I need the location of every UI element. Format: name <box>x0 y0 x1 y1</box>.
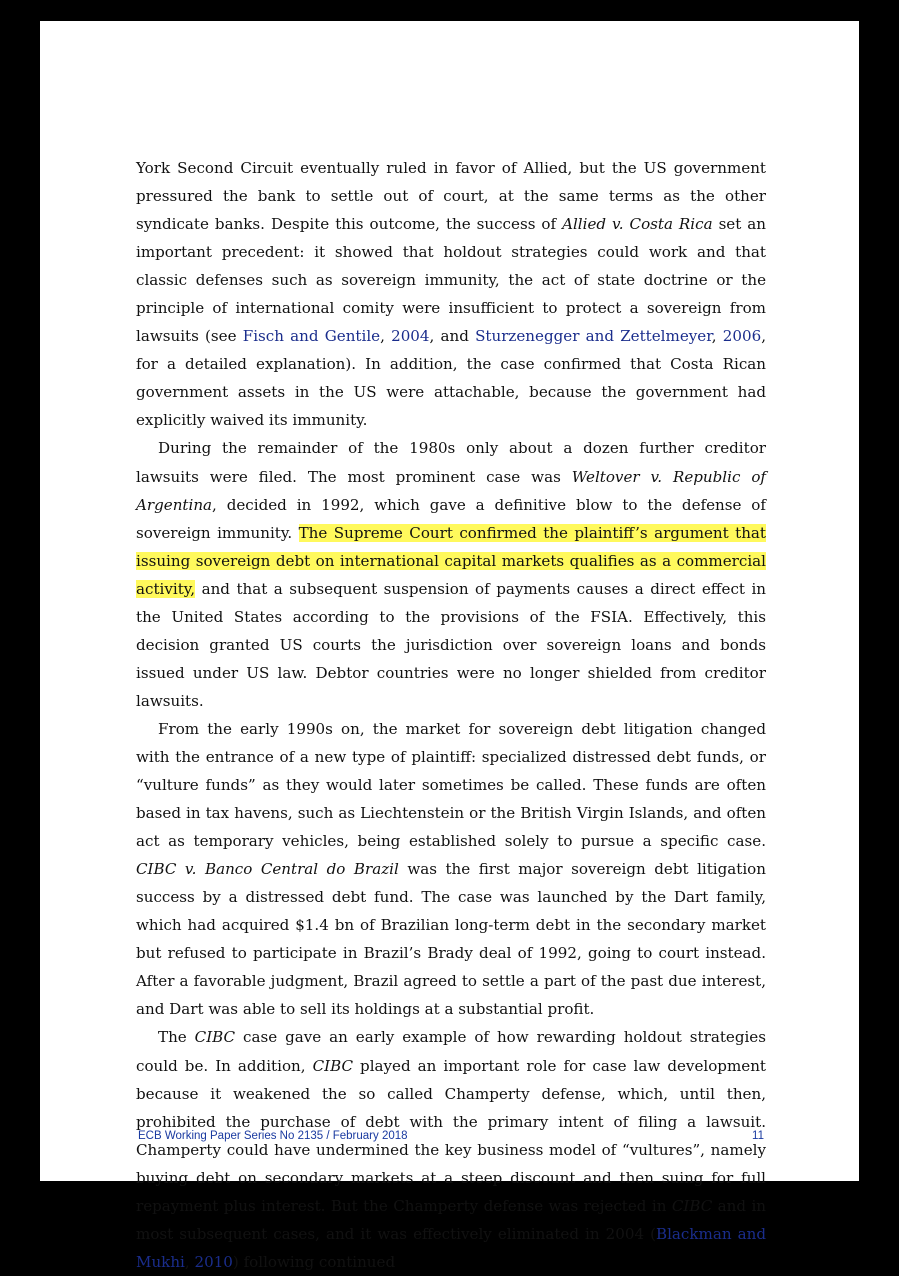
citation-link[interactable]: Sturzenegger and Zettelmeyer <box>475 327 712 346</box>
citation-link[interactable]: 2004 <box>391 327 430 346</box>
text-run: From the early 1990s on, the market for sovereign debt litigation changed with the entrance of a new type of plaintiff: specialized distressed debt funds, or “vulture funds” as they would later sometimes be called. These funds are often based in tax havens, such as Liechtenstein or the British Virgin Islands, and often act as temporary vehicles, being established solely to pursue a specific case. <box>136 719 766 851</box>
case-name: CIBC <box>671 1196 713 1215</box>
text-run: During the remainder of the 1980s only about a dozen further creditor lawsuits were filed. The most prominent case was <box>136 439 766 486</box>
text-run: The <box>158 1028 195 1047</box>
highlighted-text: The Supreme Court confirmed the plaintiff’s argument that issuing sovereign debt on international capital markets qualifies as a commercial activity, <box>136 523 766 598</box>
case-name: CIBC <box>312 1056 354 1075</box>
text-run: , for a detailed explanation). In addition, the case confirmed that Costa Rican government assets in the US were attachable, because the government had explicitly waived its immunity. <box>136 327 766 430</box>
citation-link[interactable]: 2006 <box>722 327 762 346</box>
citation-link[interactable]: Blackman and Mukhi <box>136 1224 767 1271</box>
paragraph-3 <box>136 715 766 1024</box>
text-run: played an important role for case law development because it weakened the so called Champerty defense, which, until then, prohibited the purchase of debt with the primary intent of filing a lawsuit. Champerty could have undermined the key business model of “vultures”, namely buying debt on secondary markets at a steep discount and then suing for full repayment plus interest. But the Champerty defense was rejected in <box>136 1056 766 1215</box>
text-run: set an important precedent: it showed that holdout strategies could work and that classic defenses such as sovereign immunity, the act of state doctrine or the principle of international comity were insufficient to protect a sovereign from lawsuits (see <box>136 215 767 346</box>
body-text <box>136 154 766 1276</box>
case-name: Allied v. Costa Rica <box>562 215 713 234</box>
case-name: Weltover v. Republic of Argentina <box>136 467 767 514</box>
footer-page-number: 11 <box>752 1130 764 1142</box>
text-run: ) following continued <box>232 1252 396 1271</box>
text-run: , and <box>429 327 476 346</box>
page-footer <box>138 1130 764 1142</box>
citation-link[interactable]: Fisch and Gentile <box>242 327 381 346</box>
document-page <box>40 21 859 1271</box>
text-run: was the first major sovereign debt litigation success by a distressed debt fund. The case was launched by the Dart family, which had acquired $1.4 bn of Brazilian long-term debt in the secondary market but refused to participate in Brazil’s Brady deal of 1992, going to court instead. After a favorable judgment, Brazil agreed to settle a part of the past due interest, and Dart was able to sell its holdings at a substantial profit. <box>136 860 766 1019</box>
text-run: York Second Circuit eventually ruled in favor of Allied, but the US government pressured the bank to settle out of court, at the same terms as the other syndicate banks. Despite this outcome, the success of <box>136 159 766 234</box>
text-run: , decided in 1992, which gave a definitive blow to the defense of sovereign immunity. <box>136 495 766 542</box>
text-run: , <box>184 1252 195 1271</box>
text-run: , <box>380 327 392 346</box>
case-name: CIBC <box>194 1028 236 1047</box>
text-run: and in most subsequent cases, and it was effectively eliminated in 2004 ( <box>136 1196 766 1243</box>
paragraph-4 <box>136 1023 766 1275</box>
text-run: and that a subsequent suspension of payments causes a direct effect in the United States according to the provisions of the FSIA. Effectively, this decision granted US courts the jurisdiction over sovereign loans and bonds issued under US law. Debtor countries were no longer shielded from creditor lawsuits. <box>136 579 766 710</box>
text-run: case gave an early example of how rewarding holdout strategies could be. In addition, <box>136 1028 766 1075</box>
text-run: , <box>711 327 723 346</box>
case-name: CIBC v. Banco Central do Brazil <box>136 860 399 879</box>
footer-series: ECB Working Paper Series No 2135 / February 2018 <box>138 1130 408 1142</box>
citation-link[interactable]: 2010 <box>194 1252 233 1271</box>
paragraph-1 <box>136 154 766 434</box>
paragraph-2 <box>136 434 766 714</box>
